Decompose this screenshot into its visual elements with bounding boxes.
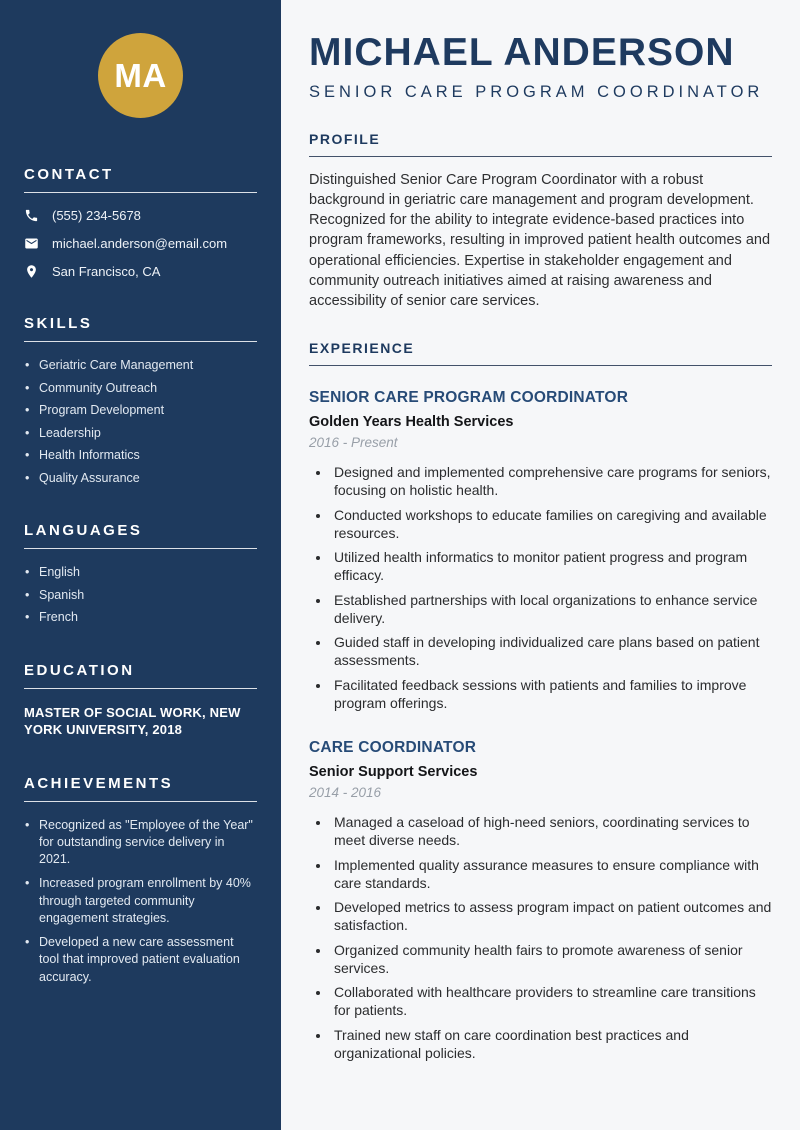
achievements-section-title: ACHIEVEMENTS (24, 774, 174, 792)
phone-icon (24, 208, 39, 223)
achievements-section (24, 775, 257, 986)
skill-item: • Quality Assurance (24, 470, 257, 487)
skill-item: • Community Outreach (24, 380, 257, 397)
language-item: • French (24, 609, 257, 626)
candidate-job-title: SENIOR CARE PROGRAM COORDINATOR (309, 83, 764, 101)
job-role: CARE COORDINATOR (309, 739, 477, 757)
job-bullet: • Utilized health informatics to monitor patient progress and program efficacy. (331, 548, 772, 584)
candidate-name: MICHAEL ANDERSON (309, 31, 735, 74)
job-bullet-list (309, 463, 772, 712)
job-dates: 2016 - Present (309, 434, 398, 450)
main-content (281, 0, 800, 1130)
skill-item: • Geriatric Care Management (24, 357, 257, 374)
job-bullet: • Designed and implemented comprehensive care programs for seniors, focusing on holistic health. (331, 463, 772, 499)
contact-row-email (24, 236, 257, 251)
skills-section (24, 315, 257, 486)
languages-list (24, 564, 257, 626)
job-bullet: • Established partnerships with local organizations to enhance service delivery. (331, 591, 772, 627)
job-bullet: • Managed a caseload of high-need seniors, coordinating services to meet diverse needs. (331, 813, 772, 849)
skills-list (24, 357, 257, 486)
job-bullet: • Organized community health fairs to promote awareness of senior services. (331, 941, 772, 977)
job-bullet: • Implemented quality assurance measures to ensure compliance with care standards. (331, 856, 772, 892)
contact-row-location (24, 264, 257, 279)
experience-section-title: EXPERIENCE (309, 340, 772, 366)
experience-entry (309, 739, 772, 1062)
job-company: Golden Years Health Services (309, 413, 514, 430)
contact-email-value: michael.anderson@email.com (52, 236, 228, 251)
section-divider (24, 688, 257, 689)
skill-item: • Health Informatics (24, 447, 257, 464)
education-degree: MASTER OF SOCIAL WORK, NEW YORK UNIVERSITY, 2018 (24, 704, 241, 738)
education-section (24, 662, 257, 739)
languages-section (24, 522, 257, 626)
email-icon (24, 236, 39, 251)
profile-section-title: PROFILE (309, 131, 772, 157)
languages-section-title: LANGUAGES (24, 522, 143, 539)
contact-location-value: San Francisco, CA (52, 264, 161, 279)
achievements-list (24, 817, 257, 986)
sidebar (0, 0, 281, 1130)
skill-item: • Program Development (24, 402, 257, 419)
language-item: • English (24, 564, 257, 581)
contact-row-phone (24, 208, 257, 223)
job-bullet: • Developed metrics to assess program impact on patient outcomes and satisfaction. (331, 898, 772, 934)
experience-entry (309, 389, 772, 712)
achievement-item: • Recognized as "Employee of the Year" for outstanding service delivery in 2021. (24, 817, 257, 869)
location-icon (24, 264, 39, 279)
language-item: • Spanish (24, 587, 257, 604)
section-divider (24, 341, 257, 342)
section-divider (24, 801, 257, 802)
contact-section (24, 166, 257, 279)
avatar: MA (98, 33, 183, 118)
job-bullet-list (309, 813, 772, 1062)
job-bullet: • Guided staff in developing individualized care plans based on patient assessments. (331, 633, 772, 669)
job-bullet: • Conducted workshops to educate families on caregiving and available resources. (331, 506, 772, 542)
avatar-container (24, 33, 257, 118)
profile-summary: Distinguished Senior Care Program Coordinator with a robust background in geriatric care management and program development. Recognized for the ability to integrate evidence-based practices into program frameworks, resulting in improved patient health outcomes and operational efficiencies. Expertise in stakeholder engagement and community outreach initiatives aimed at raising awareness and accessibility of senior care services. (309, 172, 771, 309)
section-divider (24, 192, 257, 193)
job-dates: 2014 - 2016 (309, 785, 382, 801)
job-bullet: • Trained new staff on care coordination best practices and organizational policies. (331, 1026, 772, 1062)
job-bullet: • Collaborated with healthcare providers to streamline care transitions for patients. (331, 983, 772, 1019)
achievement-item: • Developed a new care assessment tool that improved patient evaluation accuracy. (24, 934, 257, 986)
job-bullet: • Facilitated feedback sessions with patients and families to improve program offerings. (331, 676, 772, 712)
achievement-item: • Increased program enrollment by 40% through targeted community engagement strategies. (24, 875, 257, 927)
skill-item: • Leadership (24, 425, 257, 442)
contact-section-title: CONTACT (24, 166, 114, 183)
contact-phone-value: (555) 234-5678 (52, 208, 141, 223)
job-role: SENIOR CARE PROGRAM COORDINATOR (309, 388, 629, 406)
skills-section-title: SKILLS (24, 315, 93, 332)
section-divider (24, 548, 257, 549)
job-company: Senior Support Services (309, 764, 478, 781)
education-section-title: EDUCATION (24, 661, 135, 679)
